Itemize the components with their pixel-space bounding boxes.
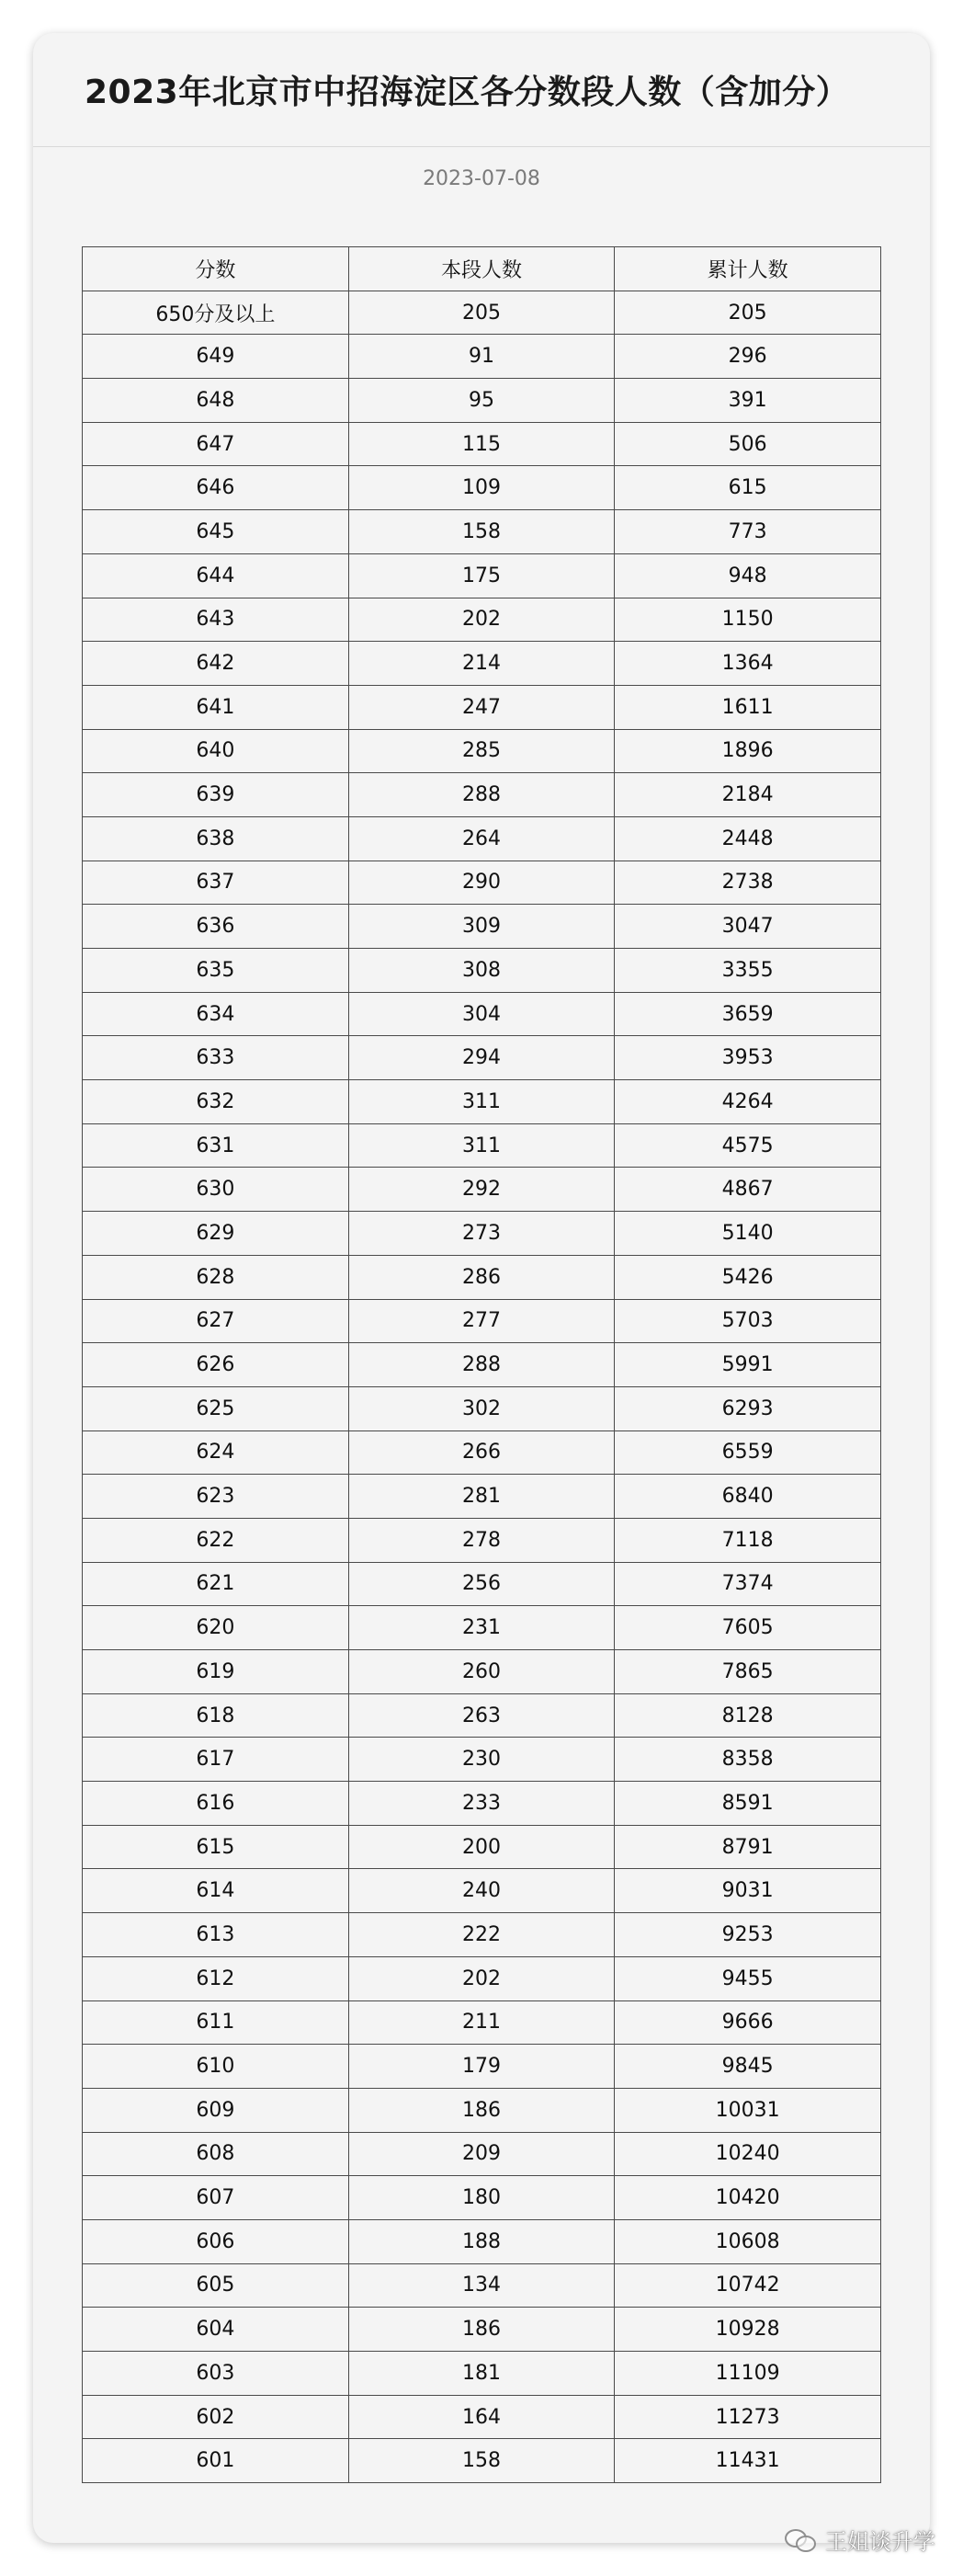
segment-count-cell: 214 [348,642,615,686]
score-cell: 605 [83,2263,349,2308]
segment-count-cell: 202 [348,1956,615,2000]
watermark-text: 王姐谈升学 [825,2529,935,2555]
table-container [82,246,881,2483]
score-cell: 626 [83,1343,349,1387]
cumulative-count-cell: 3047 [615,905,881,949]
table-row [83,1693,881,1738]
cumulative-count-cell: 11431 [615,2439,881,2483]
table-row [83,510,881,554]
cumulative-count-cell: 615 [615,466,881,510]
score-cell: 635 [83,949,349,993]
table-row [83,1475,881,1519]
cumulative-count-cell: 7865 [615,1650,881,1694]
table-row [83,2045,881,2089]
score-cell: 606 [83,2219,349,2263]
table-row [83,729,881,773]
table-row [83,2219,881,2263]
cumulative-count-cell: 1150 [615,598,881,642]
header-row [83,247,881,291]
table-row [83,1343,881,1387]
table-row [83,2000,881,2045]
cumulative-count-cell: 5426 [615,1255,881,1299]
table-row [83,1606,881,1650]
score-cell: 645 [83,510,349,554]
segment-count-cell: 158 [348,2439,615,2483]
score-cell: 646 [83,466,349,510]
score-cell: 611 [83,2000,349,2045]
cumulative-count-cell: 9845 [615,2045,881,2089]
segment-count-cell: 115 [348,422,615,466]
cumulative-count-cell: 7118 [615,1518,881,1562]
wechat-icon [785,2527,818,2553]
segment-count-cell: 180 [348,2176,615,2220]
cumulative-count-cell: 391 [615,379,881,423]
column-header-cumulative-count: 累计人数 [615,247,881,291]
cumulative-count-cell: 948 [615,553,881,598]
segment-count-cell: 278 [348,1518,615,1562]
score-cell: 620 [83,1606,349,1650]
score-cell: 649 [83,335,349,379]
score-cell: 625 [83,1386,349,1430]
cumulative-count-cell: 6293 [615,1386,881,1430]
cumulative-count-cell: 11273 [615,2395,881,2439]
score-cell: 636 [83,905,349,949]
score-cell: 621 [83,1562,349,1606]
cumulative-count-cell: 7374 [615,1562,881,1606]
segment-count-cell: 158 [348,510,615,554]
table-row [83,905,881,949]
score-cell: 650分及以上 [83,291,349,335]
table-row [83,773,881,817]
segment-count-cell: 188 [348,2219,615,2263]
score-cell: 642 [83,642,349,686]
score-cell: 639 [83,773,349,817]
table-row [83,2176,881,2220]
segment-count-cell: 247 [348,685,615,729]
segment-count-cell: 294 [348,1036,615,1080]
segment-count-cell: 134 [348,2263,615,2308]
table-row [83,1123,881,1168]
table-row [83,1386,881,1430]
segment-count-cell: 285 [348,729,615,773]
cumulative-count-cell: 9253 [615,1913,881,1957]
score-cell: 644 [83,553,349,598]
score-cell: 634 [83,992,349,1036]
score-cell: 603 [83,2352,349,2396]
segment-count-cell: 311 [348,1080,615,1124]
score-distribution-table [82,246,881,2483]
score-cell: 628 [83,1255,349,1299]
cumulative-count-cell: 5991 [615,1343,881,1387]
score-cell: 604 [83,2308,349,2352]
segment-count-cell: 266 [348,1430,615,1475]
segment-count-cell: 175 [348,553,615,598]
segment-count-cell: 186 [348,2308,615,2352]
table-row [83,335,881,379]
table-row [83,1650,881,1694]
segment-count-cell: 309 [348,905,615,949]
score-cell: 614 [83,1869,349,1913]
table-row [83,642,881,686]
score-cell: 631 [83,1123,349,1168]
score-cell: 632 [83,1080,349,1124]
score-cell: 624 [83,1430,349,1475]
table-row [83,291,881,335]
publish-date: 2023-07-08 [423,167,540,190]
segment-count-cell: 230 [348,1738,615,1782]
segment-count-cell: 277 [348,1299,615,1343]
table-body [83,291,881,2482]
table-row [83,2132,881,2176]
cumulative-count-cell: 2448 [615,816,881,861]
table-row [83,1782,881,1826]
table-row [83,379,881,423]
table-row [83,949,881,993]
table-row [83,1036,881,1080]
score-cell: 609 [83,2088,349,2132]
score-cell: 607 [83,2176,349,2220]
cumulative-count-cell: 9666 [615,2000,881,2045]
table-row [83,1299,881,1343]
table-row [83,1255,881,1299]
cumulative-count-cell: 773 [615,510,881,554]
segment-count-cell: 311 [348,1123,615,1168]
cumulative-count-cell: 506 [615,422,881,466]
score-cell: 616 [83,1782,349,1826]
table-row [83,685,881,729]
cumulative-count-cell: 205 [615,291,881,335]
score-cell: 630 [83,1168,349,1212]
column-header-segment-count: 本段人数 [348,247,615,291]
cumulative-count-cell: 10420 [615,2176,881,2220]
cumulative-count-cell: 1611 [615,685,881,729]
table-row [83,1869,881,1913]
score-cell: 615 [83,1825,349,1869]
cumulative-count-cell: 296 [615,335,881,379]
cumulative-count-cell: 9031 [615,1869,881,1913]
table-row [83,466,881,510]
segment-count-cell: 273 [348,1212,615,1256]
document-card [33,33,930,2543]
segment-count-cell: 286 [348,1255,615,1299]
table-row [83,861,881,905]
segment-count-cell: 264 [348,816,615,861]
table-row [83,1913,881,1957]
table-row [83,992,881,1036]
cumulative-count-cell: 7605 [615,1606,881,1650]
cumulative-count-cell: 3659 [615,992,881,1036]
score-cell: 601 [83,2439,349,2483]
cumulative-count-cell: 8128 [615,1693,881,1738]
table-row [83,2352,881,2396]
cumulative-count-cell: 10031 [615,2088,881,2132]
score-cell: 648 [83,379,349,423]
table-row [83,2308,881,2352]
cumulative-count-cell: 3355 [615,949,881,993]
segment-count-cell: 304 [348,992,615,1036]
cumulative-count-cell: 8358 [615,1738,881,1782]
score-cell: 613 [83,1913,349,1957]
segment-count-cell: 281 [348,1475,615,1519]
segment-count-cell: 91 [348,335,615,379]
score-cell: 641 [83,685,349,729]
table-row [83,816,881,861]
segment-count-cell: 95 [348,379,615,423]
cumulative-count-cell: 1364 [615,642,881,686]
cumulative-count-cell: 6840 [615,1475,881,1519]
segment-count-cell: 233 [348,1782,615,1826]
segment-count-cell: 308 [348,949,615,993]
table-row [83,2263,881,2308]
table-row [83,1956,881,2000]
watermark [785,2524,935,2556]
score-cell: 619 [83,1650,349,1694]
segment-count-cell: 290 [348,861,615,905]
score-cell: 638 [83,816,349,861]
cumulative-count-cell: 4575 [615,1123,881,1168]
segment-count-cell: 240 [348,1869,615,1913]
cumulative-count-cell: 8591 [615,1782,881,1826]
segment-count-cell: 260 [348,1650,615,1694]
cumulative-count-cell: 5703 [615,1299,881,1343]
score-cell: 608 [83,2132,349,2176]
cumulative-count-cell: 9455 [615,1956,881,2000]
score-cell: 647 [83,422,349,466]
segment-count-cell: 209 [348,2132,615,2176]
cumulative-count-cell: 2184 [615,773,881,817]
segment-count-cell: 205 [348,291,615,335]
segment-count-cell: 186 [348,2088,615,2132]
segment-count-cell: 263 [348,1693,615,1738]
segment-count-cell: 288 [348,1343,615,1387]
cumulative-count-cell: 10240 [615,2132,881,2176]
segment-count-cell: 164 [348,2395,615,2439]
score-cell: 618 [83,1693,349,1738]
cumulative-count-cell: 10608 [615,2219,881,2263]
score-cell: 617 [83,1738,349,1782]
segment-count-cell: 211 [348,2000,615,2045]
table-row [83,1825,881,1869]
segment-count-cell: 109 [348,466,615,510]
table-row [83,2088,881,2132]
cumulative-count-cell: 2738 [615,861,881,905]
segment-count-cell: 292 [348,1168,615,1212]
cumulative-count-cell: 6559 [615,1430,881,1475]
segment-count-cell: 288 [348,773,615,817]
page-title: 2023年北京市中招海淀区各分数段人数（含加分） [85,74,850,111]
segment-count-cell: 222 [348,1913,615,1957]
score-cell: 643 [83,598,349,642]
cumulative-count-cell: 10928 [615,2308,881,2352]
segment-count-cell: 179 [348,2045,615,2089]
table-row [83,2395,881,2439]
score-cell: 629 [83,1212,349,1256]
score-cell: 610 [83,2045,349,2089]
table-row [83,553,881,598]
table-row [83,1518,881,1562]
score-cell: 637 [83,861,349,905]
table-row [83,1080,881,1124]
cumulative-count-cell: 4867 [615,1168,881,1212]
cumulative-count-cell: 8791 [615,1825,881,1869]
table-row [83,1430,881,1475]
segment-count-cell: 181 [348,2352,615,2396]
table-head [83,247,881,291]
cumulative-count-cell: 5140 [615,1212,881,1256]
column-header-score: 分数 [83,247,349,291]
cumulative-count-cell: 1896 [615,729,881,773]
segment-count-cell: 302 [348,1386,615,1430]
score-cell: 627 [83,1299,349,1343]
segment-count-cell: 202 [348,598,615,642]
table-row [83,2439,881,2483]
score-cell: 602 [83,2395,349,2439]
cumulative-count-cell: 10742 [615,2263,881,2308]
table-row [83,598,881,642]
table-row [83,422,881,466]
cumulative-count-cell: 11109 [615,2352,881,2396]
title-bar [33,33,930,147]
score-cell: 612 [83,1956,349,2000]
table-row [83,1168,881,1212]
score-cell: 633 [83,1036,349,1080]
cumulative-count-cell: 4264 [615,1080,881,1124]
cumulative-count-cell: 3953 [615,1036,881,1080]
score-cell: 622 [83,1518,349,1562]
segment-count-cell: 256 [348,1562,615,1606]
table-row [83,1738,881,1782]
table-row [83,1212,881,1256]
score-cell: 640 [83,729,349,773]
table-row [83,1562,881,1606]
score-cell: 623 [83,1475,349,1519]
segment-count-cell: 200 [348,1825,615,1869]
segment-count-cell: 231 [348,1606,615,1650]
